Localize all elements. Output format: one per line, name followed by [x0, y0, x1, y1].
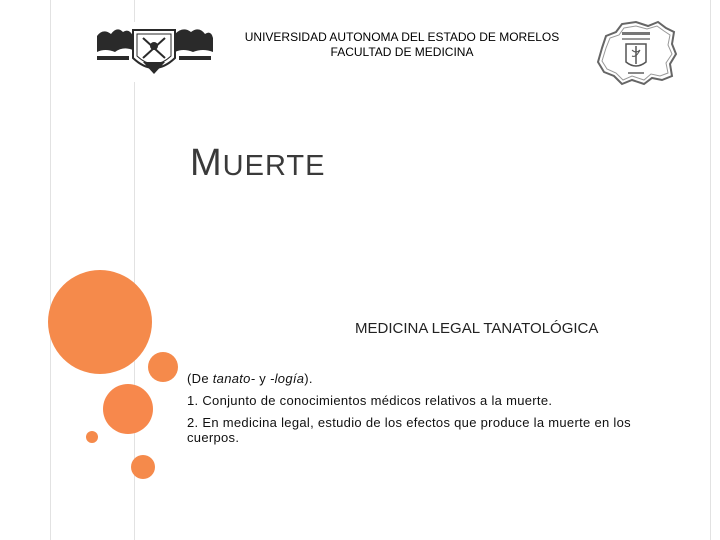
title-initial: M: [190, 142, 223, 184]
title-rest: UERTE: [222, 150, 326, 182]
faculty-seal-logo: [592, 18, 678, 88]
etymology-term-1: tanato-: [212, 371, 256, 386]
etymology-term-2: -logía: [269, 371, 305, 386]
slide-subtitle: MEDICINA LEGAL TANATOLÓGICA: [355, 320, 599, 337]
faculty-name: FACULTAD DE MEDICINA: [330, 45, 474, 59]
slide-title: [190, 142, 325, 185]
left-margin-line: [50, 0, 51, 540]
right-margin-line: [710, 0, 711, 540]
university-logo: [93, 22, 215, 82]
etymology-close: ).: [304, 371, 313, 386]
definition-1: 1. Conjunto de conocimientos médicos relativos a la muerte.: [187, 393, 553, 408]
etymology-middle: y: [255, 371, 270, 386]
definition-2: 2. En medicina legal, estudio de los efectos que produce la muerte en los cuerpos.: [187, 415, 631, 445]
decorative-circle-tiny: [86, 431, 98, 443]
university-name: UNIVERSIDAD AUTONOMA DEL ESTADO DE MORELOS: [244, 30, 560, 44]
etymology-open: (De: [187, 371, 213, 386]
etymology-line: [187, 371, 667, 386]
decorative-circle-large: [48, 270, 152, 374]
decorative-circle-small-2: [131, 455, 155, 479]
decorative-circle-small: [148, 352, 178, 382]
institution-header: [222, 30, 582, 60]
decorative-circle-medium: [103, 384, 153, 434]
definition-body: [187, 371, 667, 452]
